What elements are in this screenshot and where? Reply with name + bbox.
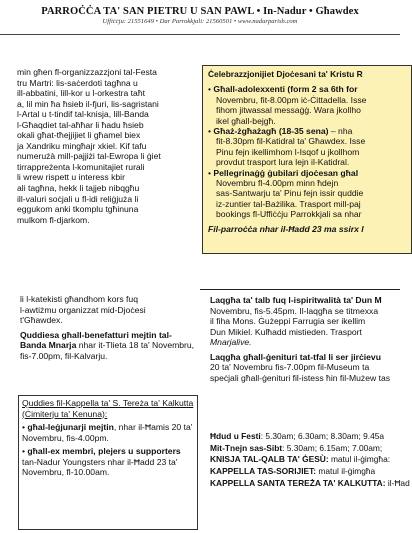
schedule-label: Mit-Tnejn sas-Sibt: [210, 442, 283, 453]
text-line: Pinu fejn ikellimhom l-Isqof u jkollhom: [216, 146, 360, 157]
item-label: għall-ex membri, plejers u supporters: [27, 446, 181, 456]
text-line: ill-abbatini, lill-kor u l-orkestra taħt: [17, 88, 145, 99]
schedule-row: [210, 477, 410, 490]
schedule-times: : 5.30am; 6.30am; 8.30am; 9.45a: [260, 431, 385, 441]
text-line: mulkom fl-djarkom.: [17, 214, 90, 225]
item-label-rest: – nha: [328, 126, 353, 137]
schedule-row: [210, 431, 400, 443]
diocesan-celebrations-box: [202, 65, 412, 254]
schedule-row: [210, 454, 400, 466]
list-item: [208, 126, 411, 136]
celebrations-footer: Fil-parroċċa nhar il-Ħadd 23 ma ssirx l: [208, 223, 364, 234]
mass-schedule: [210, 431, 410, 490]
item-details: tan-Nadur Youngsters nhar il-Ħadd 23 ta' Novembru, fl-10.00am.: [22, 456, 178, 477]
schedule-label: KNISJA TAL-QALB TA' ĠESÙ:: [210, 454, 329, 465]
celebrations-heading: Ċelebrazzjonijiet Djoċesani ta' Kristu R: [208, 69, 363, 79]
band-mass-notice: [20, 330, 198, 362]
list-item: [208, 168, 411, 178]
item-label: Pellegrinaġġ ġubilari djoċesan għal: [213, 167, 359, 178]
schedule-times: matul il-ġimgħa: [316, 466, 376, 477]
bullet: •: [208, 84, 214, 95]
list-item: [208, 84, 411, 94]
text-line: l-awtiżmu organizzat mid-Djoċesi: [20, 304, 146, 315]
schedule-label: KAPPELLA TAS-SORIJIET:: [210, 466, 317, 477]
text-line: ali tagħna, hekk li tajjeb nibqgħu: [17, 183, 140, 194]
text-line: eggukom anki tkomplu tgħinuna: [17, 204, 139, 215]
parents-meeting-label: Laqgħa għall-ġenituri tat-tfal li ser jirċievu: [210, 351, 381, 362]
schedule-times: il-Ħad: [385, 477, 410, 488]
schedule-times: : 5.30am; 6.15am; 7.00am;: [282, 442, 383, 453]
item-details: , nhar il-Ħamis 20 ta' Novembru, fis-4.00pm.: [22, 422, 193, 443]
text-line: numerużà mill-pajjiżi tal-Ewropa li ġiet: [17, 151, 161, 162]
text-line: ja Xandriku mingħajr xkiel. Kif tafu: [17, 140, 147, 151]
text-line: ill-valuri soċjali u fl-idi reliġjuża li: [17, 193, 139, 204]
bullet: •: [22, 422, 28, 432]
text-line: a, lil min ħa ħsieb il-fjuri, lis-sagristani: [17, 98, 159, 109]
text-line: 20 ta' Novembru fis-7.00pm fil-Museum ta: [210, 362, 370, 373]
chapel-box-title: Quddies fil-Kappella ta' S. Tereża ta' Kalkutta (Ċimiterju ta' Kenuna):: [22, 398, 194, 419]
schedule-label: Ħdud u Festi: [210, 431, 261, 441]
text-line: sas-Santwarju ta' Pinu fejn issir quddie: [216, 188, 364, 199]
text-line: il fiha Mons. Ġużeppi Farrugia ser ikellim: [210, 316, 366, 327]
bullet: •: [22, 446, 28, 456]
text-line: ikel għall-bejgħ.: [216, 115, 276, 126]
parish-title: PARROĊĊA TA' SAN PIETRU U SAN PAWL • In-Nadur • Għawdex: [41, 6, 359, 17]
catechists-column: [20, 294, 198, 361]
bullet: •: [208, 126, 214, 137]
text-line: Novembru, fit-8.00pm iċ-Ċittadella. Isse: [216, 94, 367, 105]
text-line: Novembru, fis-5.45pm. Il-laqgħa se titmexxa: [210, 305, 379, 316]
text-line: bookings fl-Uffiċċju Parrokkjali sa nhar: [216, 209, 362, 220]
chapel-masses-box: [18, 395, 198, 530]
prayer-meeting-label: Laqgħa ta' talb fuq l-ispiritwalità ta' Dun M: [210, 295, 382, 305]
text-line: fit-8.30pm fil-Katidral ta' Għawdex. Isse: [216, 136, 366, 147]
item-label: Għall-adolexxenti (form 2 sa 6th for: [213, 84, 358, 95]
text-line: l-Għaqdiet tal-aħħar li ħadu ħsieb: [17, 119, 144, 130]
text-line: tirrappreżenta l-komunitajiet rurali: [17, 161, 145, 172]
header-rule: [0, 34, 400, 35]
text-line: min għen fl-organizzazzjoni tal-Festa: [17, 67, 157, 77]
text-line: Mnarjalive.: [210, 337, 252, 348]
list-item: [22, 422, 194, 443]
text-line: l-Artal u t-tindif tal-knisja, lill-Banda: [17, 109, 149, 120]
text-line: iz-zuntier tal-Bażilika. Trasport mill-paj: [216, 198, 361, 209]
schedule-row: [210, 443, 400, 455]
bullet: •: [208, 167, 214, 178]
band-mass-details: nhar it-Tlieta 18 ta' Novembru, fis-7.00pm, fil-Kalvarju.: [20, 340, 195, 361]
text-line: t'Għawdex.: [20, 315, 63, 326]
text-line: Novembru fl-4.00pm minn ħdejn: [216, 178, 339, 189]
text-line: fihom jitwassal messaġġ. Wara jkollho: [216, 105, 361, 116]
text-line: Dun Mikiel. Kulħadd mistieden. Trasport: [210, 326, 362, 337]
text-line: speċjali għall-ġenituri fil-istess ħin fil-Mużew tas: [210, 372, 391, 383]
item-label: għal-leġjunarji mejtin: [27, 422, 114, 432]
band-mass-label: Quddiesa għall-benefatturi mejtin tal-Banda Mnarja: [20, 329, 172, 351]
schedule-label: KAPPELLA SANTA TEREŻA TA' KALKUTTA:: [210, 477, 386, 488]
schedule-times: matul il-ġimgħa:: [328, 454, 391, 465]
thanks-column: [0, 67, 198, 225]
bulletin-header: [0, 6, 400, 25]
text-line: li wrew rispett u interess kbir: [17, 172, 125, 183]
list-item: [22, 446, 194, 478]
schedule-row: [210, 466, 400, 478]
text-line: provdut trasport lura lejn il-Katidral.: [216, 157, 350, 168]
parish-contact: Uffiċċju: 21551649 • Dar Parrokkjali: 21560501 • www.nadurparish.com: [102, 18, 298, 25]
text-line: okali għat-tħejjijiet li għamel biex: [17, 130, 141, 141]
section-divider: [200, 289, 400, 290]
meetings-column: [210, 295, 400, 383]
text-line: tru Martri: lis-saċerdoti tagħna u: [17, 77, 138, 88]
item-label: Għaż-żgħażagħ (18-35 sena): [213, 126, 329, 137]
text-line: li l-katekisti għandhom kors fuq: [20, 294, 138, 304]
